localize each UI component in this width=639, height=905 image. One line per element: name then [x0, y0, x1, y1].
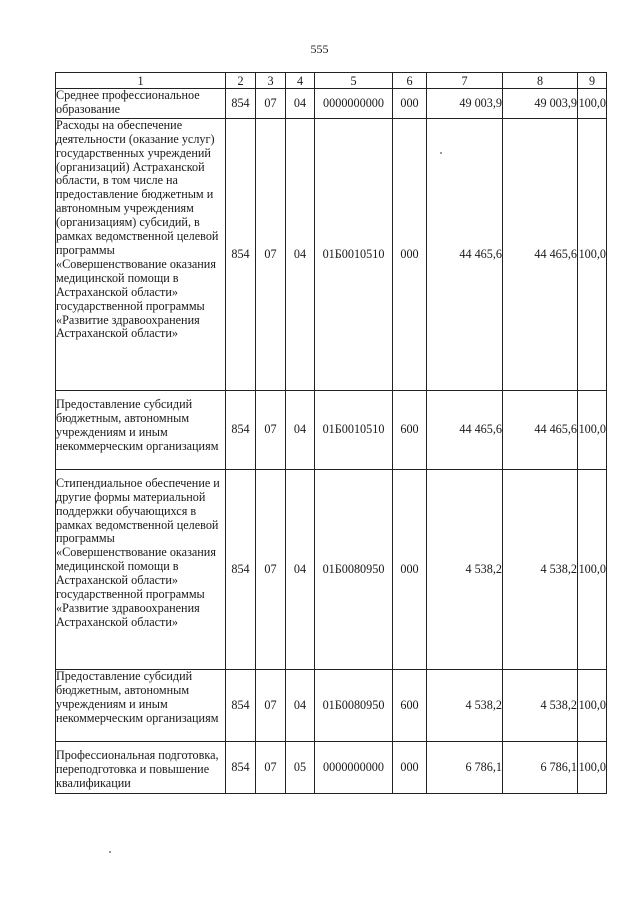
- header-cell-percent: 9: [578, 73, 607, 89]
- header-cell-name: 1: [56, 73, 226, 89]
- row-section-code: 07: [256, 669, 286, 741]
- row-name: Предоставление субсидий бюджетным, автономным учреждениям и иным некоммерческим организациям: [56, 669, 226, 741]
- row-ministry-code: 854: [226, 118, 256, 390]
- row-plan-amount: 6 786,1: [427, 741, 503, 793]
- row-target-article: 01Б0080950: [315, 469, 393, 669]
- row-section-code: 07: [256, 469, 286, 669]
- page-number: 555: [310, 42, 329, 56]
- row-subsection-code: 04: [286, 89, 315, 119]
- header-cell-target-article: 5: [315, 73, 393, 89]
- scan-speck: [440, 152, 442, 154]
- row-plan-amount: 4 538,2: [427, 669, 503, 741]
- row-plan-amount: 49 003,9: [427, 89, 503, 119]
- table-row: [56, 469, 607, 669]
- row-percent: 100,0: [578, 118, 607, 390]
- row-section-code: 07: [256, 390, 286, 469]
- header-cell-subsection: 4: [286, 73, 315, 89]
- row-subsection-code: 04: [286, 390, 315, 469]
- row-actual-amount: 4 538,2: [503, 469, 578, 669]
- table-row: [56, 390, 607, 469]
- row-ministry-code: 854: [226, 741, 256, 793]
- table-header-row: [56, 73, 607, 89]
- row-expense-type: 600: [393, 669, 427, 741]
- table-row: [56, 118, 607, 390]
- row-percent: 100,0: [578, 469, 607, 669]
- row-target-article: 01Б0010510: [315, 390, 393, 469]
- header-cell-ministry: 2: [226, 73, 256, 89]
- row-subsection-code: 04: [286, 669, 315, 741]
- row-expense-type: 000: [393, 89, 427, 119]
- header-cell-expense-type: 6: [393, 73, 427, 89]
- table-row: [56, 669, 607, 741]
- row-plan-amount: 44 465,6: [427, 390, 503, 469]
- row-expense-type: 000: [393, 469, 427, 669]
- row-plan-amount: 44 465,6: [427, 118, 503, 390]
- row-ministry-code: 854: [226, 390, 256, 469]
- row-expense-type: 000: [393, 118, 427, 390]
- row-ministry-code: 854: [226, 469, 256, 669]
- row-percent: 100,0: [578, 89, 607, 119]
- row-percent: 100,0: [578, 741, 607, 793]
- budget-table: [55, 72, 607, 794]
- row-target-article: 0000000000: [315, 741, 393, 793]
- row-ministry-code: 854: [226, 669, 256, 741]
- table-row: [56, 89, 607, 119]
- row-name: Предоставление субсидий бюджетным, автономным учреждениям и иным некоммерческим организациям: [56, 390, 226, 469]
- header-cell-plan: 7: [427, 73, 503, 89]
- row-subsection-code: 04: [286, 118, 315, 390]
- row-name: Среднее профессиональное образование: [56, 89, 226, 119]
- row-target-article: 01Б0010510: [315, 118, 393, 390]
- row-ministry-code: 854: [226, 89, 256, 119]
- row-actual-amount: 49 003,9: [503, 89, 578, 119]
- row-name: Расходы на обеспечение деятельности (оказание услуг) государственных учреждений (организаций) Астраханской области, в том числе на предоставление бюджетным и автономным учреждениям (организациям) субсидий, в рамках ведомственной целевой программы «Совершенствование оказания медицинской помощи в Астраханской области» государственной программы «Развитие здравоохранения Астраханской области»: [56, 118, 226, 390]
- row-target-article: 01Б0080950: [315, 669, 393, 741]
- row-name: Профессиональная подготовка, переподготовка и повышение квалификации: [56, 741, 226, 793]
- row-actual-amount: 4 538,2: [503, 669, 578, 741]
- row-section-code: 07: [256, 89, 286, 119]
- row-actual-amount: 44 465,6: [503, 390, 578, 469]
- row-percent: 100,0: [578, 390, 607, 469]
- row-section-code: 07: [256, 118, 286, 390]
- row-actual-amount: 44 465,6: [503, 118, 578, 390]
- row-actual-amount: 6 786,1: [503, 741, 578, 793]
- row-subsection-code: 05: [286, 741, 315, 793]
- row-target-article: 0000000000: [315, 89, 393, 119]
- row-plan-amount: 4 538,2: [427, 469, 503, 669]
- table-row: [56, 741, 607, 793]
- scan-speck: [109, 851, 111, 853]
- row-name: Стипендиальное обеспечение и другие формы материальной поддержки обучающихся в рамках ведомственной целевой программы «Совершенствование оказания медицинской помощи в Астраханской области» государственной программы «Развитие здравоохранения Астраханской области»: [56, 469, 226, 669]
- row-expense-type: 600: [393, 390, 427, 469]
- header-cell-actual: 8: [503, 73, 578, 89]
- row-percent: 100,0: [578, 669, 607, 741]
- row-section-code: 07: [256, 741, 286, 793]
- row-expense-type: 000: [393, 741, 427, 793]
- header-cell-section: 3: [256, 73, 286, 89]
- row-subsection-code: 04: [286, 469, 315, 669]
